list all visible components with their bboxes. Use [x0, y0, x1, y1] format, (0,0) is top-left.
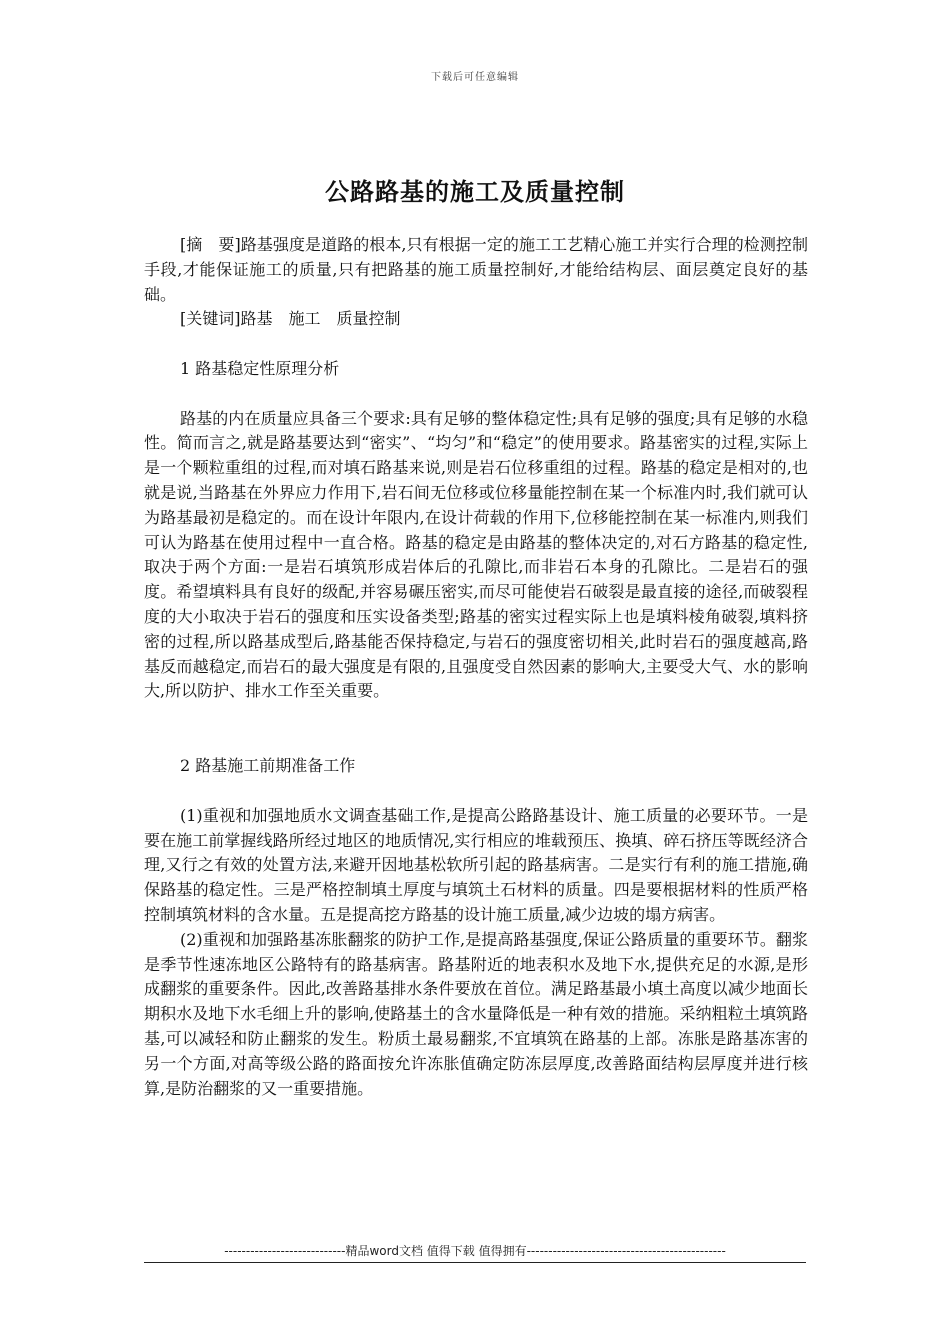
document-title: 公路路基的施工及质量控制 [325, 177, 625, 206]
section-1-paragraph: 路基的内在质量应具备三个要求:具有足够的整体稳定性;具有足够的强度;具有足够的水稳性。简而言之,就是路基要达到“密实”、“均匀”和“稳定”的使用要求。路基密实的过程,实际上是一个颗粒重组的过程,而对填石路基来说,则是岩石位移重组的过程。路基的稳定是相对的,也就是说,当路基在外界应力作用下,岩石间无位移或位移量能控制在某一个标准内时,我们就可认为路基最初是稳定的。而在设计年限内,在设计荷载的作用下,位移能控制在某一标准内,则我们可认为路基在使用过程中一直合格。路基的稳定是由路基的整体决定的,对石方路基的稳定性,取决于两个方面:一是岩石填筑形成岩体后的孔隙比,而非岩石本身的孔隙比。二是岩石的强度。希望填料具有良好的级配,并容易碾压密实,而尽可能使岩石破裂是最直接的途径,而破裂程度的大小取决于岩石的强度和压实设备类型;路基的密实过程实际上也是填料棱角破裂,填料挤密的过程,所以路基成型后,路基能否保持稳定,与岩石的强度密切相关,此时岩石的强度越高,路基反而越稳定,而岩石的最大强度是有限的,且强度受自然因素的影响大,主要受大气、水的影响大,所以防护、排水工作至关重要。 [144, 408, 808, 701]
section-1-heading: 1 路基稳定性原理分析 [180, 358, 340, 378]
header-note: 下载后可任意编辑 [431, 72, 519, 83]
keywords-line: [关键词]路基 施工 质量控制 [180, 309, 401, 329]
abstract-paragraph: [摘 要]路基强度是道路的根本,只有根据一定的施工工艺精心施工并实行合理的检测控制手段,才能保证施工的质量,只有把路基的施工质量控制好,才能给结构层、面层奠定良好的基础。 [144, 235, 808, 304]
section-2-paragraph-2: (2)重视和加强路基冻胀翻浆的防护工作,是提高路基强度,保证公路质量的重要环节。翻浆是季节性速冻地区公路特有的路基病害。路基附近的地表积水及地下水,提供充足的水源,是形成翻浆的重要条件。因此,改善路基排水条件要放在首位。满足路基最小填土高度以减少地面长期积水及地下水毛细上升的影响,使路基土的含水量降低是一种有效的措施。采纳粗粒土填筑路基,可以减轻和防止翻浆的发生。粉质土最易翻浆,不宜填筑在路基的上部。冻胀是路基冻害的另一个方面,对高等级公路的路面按允许冻胀值确定防冻层厚度,改善路面结构层厚度并进行核算,是防治翻浆的又一重要措施。 [144, 929, 808, 1098]
section-2-paragraph-1: (1)重视和加强地质水文调查基础工作,是提高公路路基设计、施工质量的必要环节。一是要在施工前掌握线路所经过地区的地质情况,实行相应的堆载预压、换填、碎石挤压等既经济合理,又行之有效的处置方法,来避开因地基松软所引起的路基病害。二是实行有利的施工措施,确保路基的稳定性。三是严格控制填土厚度与填筑土石材料的质量。四是要根据材料的性质严格控制填筑材料的含水量。五是提高挖方路基的设计施工质量,减少边坡的塌方病害。 [144, 805, 808, 924]
section-2-heading: 2 路基施工前期准备工作 [180, 756, 356, 776]
footer-note: ----------------------------精品word文档 值得下载 值得拥有---------------------------------------------- [224, 1244, 726, 1258]
footer-divider [144, 1262, 806, 1263]
document-body [144, 233, 808, 1101]
